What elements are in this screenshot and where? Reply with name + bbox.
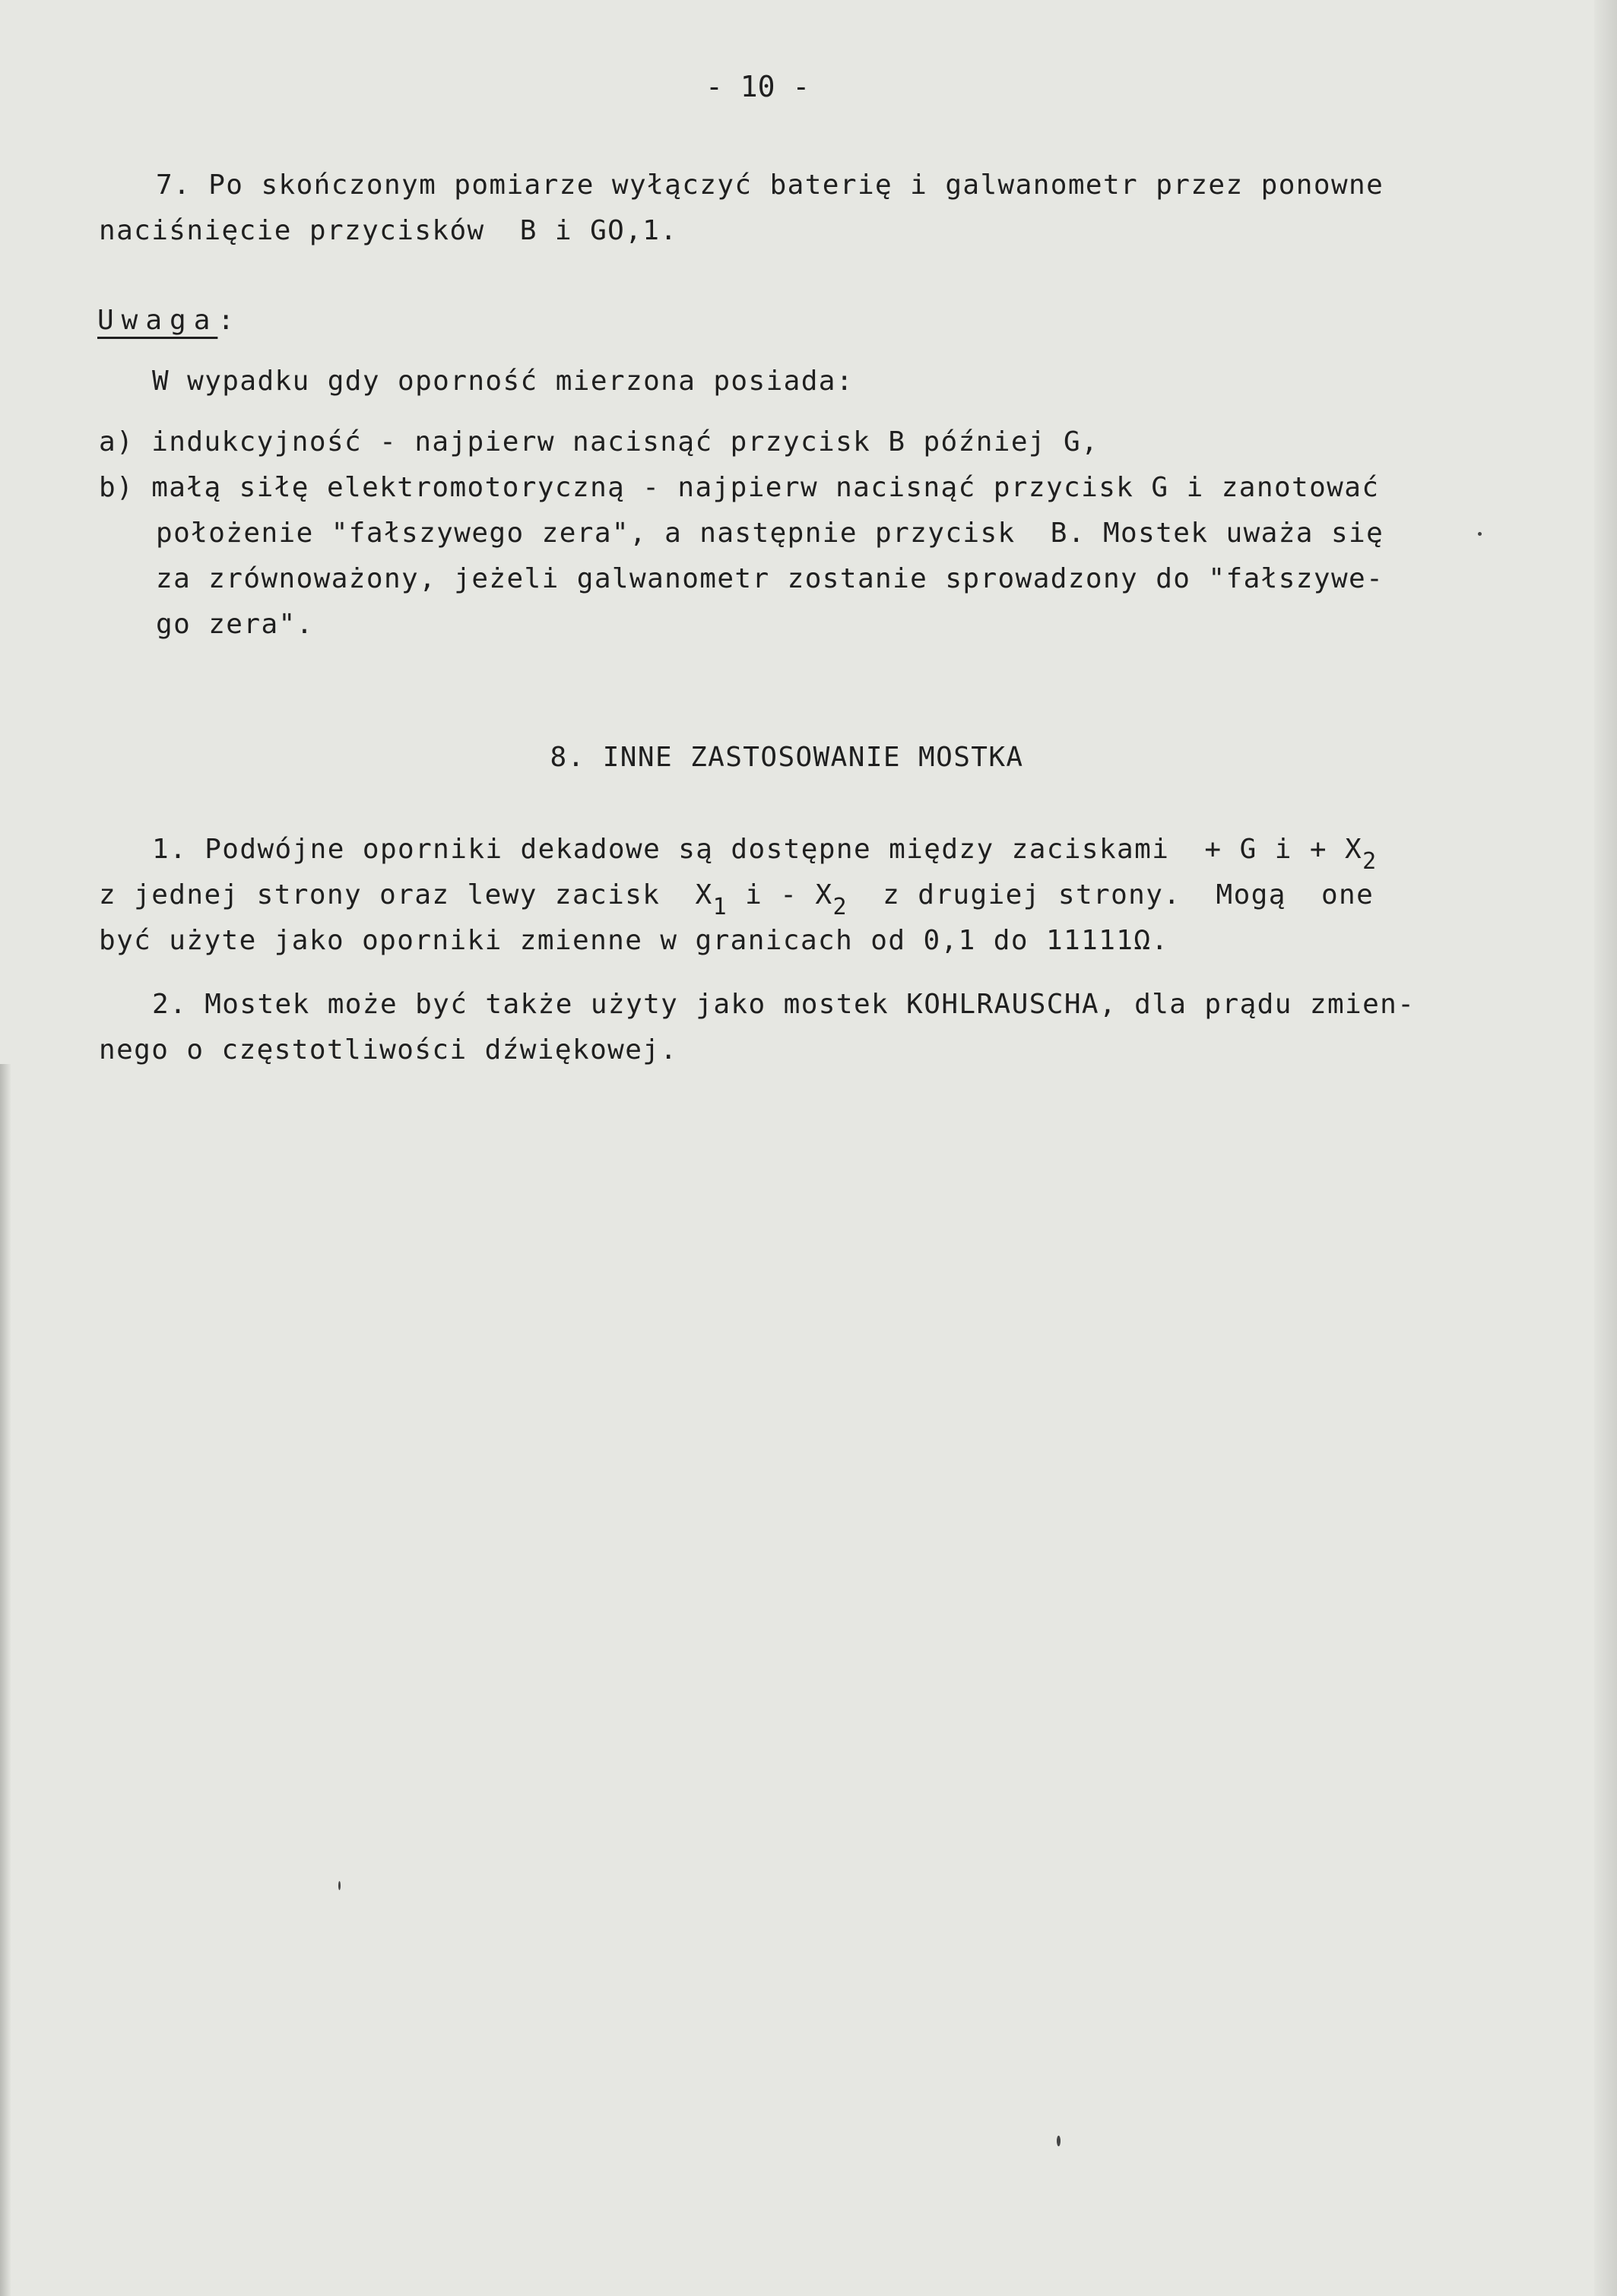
note-item-b-line4: go zera". [156, 609, 314, 640]
para1-line2-a: z jednej strony oraz lewy zacisk X [99, 879, 713, 910]
para1-line2-c: z drugiej strony. Mogą one [847, 879, 1374, 910]
page-number: - 10 - [705, 70, 810, 103]
note-intro: W wypadku gdy oporność mierzona posiada: [152, 366, 854, 397]
step7-line1: 7. Po skończonym pomiarze wyłączyć baterię i galwanometr przez ponowne [156, 169, 1384, 201]
para1-line2-sub1: 1 [712, 894, 728, 920]
paper-edge-right [1594, 0, 1617, 2296]
note-label: Uwaga [97, 305, 218, 336]
para1-line2-b: i - X [728, 879, 833, 910]
note-item-b-line3: za zrównoważony, jeżeli galwanometr zostanie sprowadzony do "fałszywe- [156, 563, 1384, 594]
scan-fleck [1478, 532, 1482, 536]
note-item-a: a) indukcyjność - najpierw nacisnąć przycisk B później G, [99, 426, 1099, 458]
para1-line2 [99, 879, 1374, 920]
scan-fleck [338, 1881, 341, 1890]
note-item-b-line1: b) małą siłę elektromotoryczną - najpierw nacisnąć przycisk G i zanotować [99, 472, 1380, 503]
para1-line1 [152, 833, 1378, 875]
scan-fleck [1057, 2136, 1061, 2146]
para1-line2-sub2: 2 [832, 894, 848, 920]
note-label-line [97, 304, 235, 337]
step7-line2: naciśnięcie przycisków B i GO,1. [99, 215, 678, 246]
para1-line1-text: 1. Podwójne oporniki dekadowe są dostępne między zaciskami + G i + X [152, 834, 1363, 865]
paper-edge-left [0, 1064, 11, 2296]
note-label-colon: : [217, 305, 236, 336]
section-heading: 8. INNE ZASTOSOWANIE MOSTKA [550, 742, 1024, 773]
para1-line3: być użyte jako oporniki zmienne w granicach od 0,1 do 11111Ω. [99, 925, 1169, 956]
para2-line1: 2. Mostek może być także użyty jako mostek KOHLRAUSCHA, dla prądu zmien- [152, 989, 1416, 1020]
para1-line1-subscript: 2 [1362, 848, 1378, 875]
note-item-b-line2: położenie "fałszywego zera", a następnie przycisk B. Mostek uważa się [156, 518, 1384, 549]
para2-line2: nego o częstotliwości dźwiękowej. [99, 1034, 678, 1066]
